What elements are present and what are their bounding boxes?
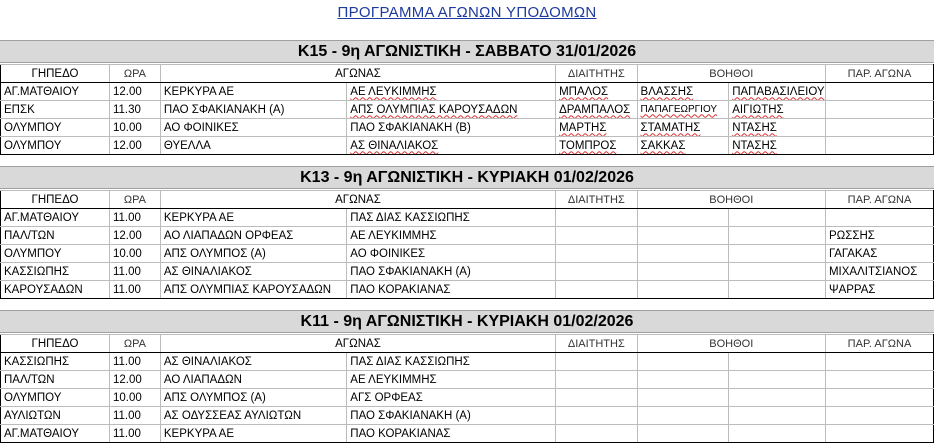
- cell-assistant2[interactable]: [729, 407, 826, 425]
- cell-assistant1-text: ΣΤΑΜΑΤΗΣ: [640, 121, 701, 134]
- cell-observer[interactable]: [825, 425, 933, 443]
- cell-away[interactable]: [347, 101, 556, 119]
- cell-observer[interactable]: [825, 119, 933, 137]
- schedule-table-k15: [0, 64, 934, 155]
- cell-home[interactable]: ΑΟ ΦΟΙΝΙΚΕΣ: [160, 119, 346, 137]
- cell-referee-text: ΔΡΑΜΠΑΛΟΣ: [559, 103, 631, 116]
- cell-assistant1[interactable]: [637, 137, 729, 155]
- cell-home[interactable]: ΑΣ ΘΙΝΑΛΙΑΚΟΣ: [160, 353, 346, 371]
- cell-assistant2[interactable]: [729, 209, 826, 227]
- table-row: [1, 101, 934, 119]
- section-title-k11[interactable]: Κ11 - 9η ΑΓΩΝΙΣΤΙΚΗ - ΚΥΡΙΑΚΗ 01/02/2026: [0, 310, 934, 333]
- header-row: [1, 65, 934, 83]
- cell-venue[interactable]: ΚΑΣΣΙΩΠΗΣ: [1, 263, 110, 281]
- cell-observer[interactable]: [825, 83, 933, 101]
- cell-away[interactable]: ΠΑΟ ΣΦΑΚΙΑΝΑΚΗ (Α): [347, 407, 556, 425]
- cell-assistant2[interactable]: [729, 83, 826, 101]
- cell-away[interactable]: ΑΕ ΛΕΥΚΙΜΜΗΣ: [347, 227, 556, 245]
- cell-assistant1[interactable]: [637, 119, 729, 137]
- cell-home[interactable]: ΠΑΟ ΣΦΑΚΙΑΝΑΚΗ (Α): [160, 101, 346, 119]
- cell-assistant1[interactable]: [637, 227, 729, 245]
- cell-home[interactable]: ΚΕΡΚΥΡΑ ΑΕ: [160, 209, 346, 227]
- table-row: [1, 209, 934, 227]
- cell-time[interactable]: 11.00: [109, 281, 160, 299]
- cell-venue[interactable]: ΠΑΛ/ΤΩΝ: [1, 227, 110, 245]
- cell-assistant2[interactable]: [729, 245, 826, 263]
- cell-referee[interactable]: [556, 407, 637, 425]
- header-referee[interactable]: ΔΙΑΙΤΗΤΗΣ: [556, 191, 637, 209]
- cell-assistant1[interactable]: [637, 281, 729, 299]
- cell-venue[interactable]: ΚΑΡΟΥΣΑΔΩΝ: [1, 281, 110, 299]
- cell-observer[interactable]: ΡΩΣΣΗΣ: [825, 227, 933, 245]
- cell-assistant1[interactable]: [637, 245, 729, 263]
- cell-away[interactable]: ΑΟ ΦΟΙΝΙΚΕΣ: [347, 245, 556, 263]
- header-match[interactable]: ΑΓΩΝΑΣ: [160, 65, 555, 83]
- table-row: [1, 407, 934, 425]
- header-referee[interactable]: ΔΙΑΙΤΗΤΗΣ: [556, 65, 637, 83]
- table-row: [1, 353, 934, 371]
- cell-away[interactable]: ΑΕ ΛΕΥΚΙΜΜΗΣ: [347, 371, 556, 389]
- cell-time[interactable]: 11.00: [109, 407, 160, 425]
- cell-venue[interactable]: ΟΛΥΜΠΟΥ: [1, 119, 110, 137]
- cell-referee[interactable]: [556, 209, 637, 227]
- cell-assistant1[interactable]: [637, 209, 729, 227]
- header-venue[interactable]: ΓΗΠΕΔΟ: [1, 191, 110, 209]
- cell-time[interactable]: 12.00: [109, 371, 160, 389]
- cell-assistant1-text: ΒΛΑΣΣΗΣ: [640, 85, 694, 98]
- cell-assistant2[interactable]: [729, 353, 826, 371]
- cell-observer[interactable]: [825, 389, 933, 407]
- cell-venue[interactable]: ΟΛΥΜΠΟΥ: [1, 389, 110, 407]
- cell-home[interactable]: ΑΠΣ ΟΛΥΜΠΟΣ (Α): [160, 389, 346, 407]
- cell-home[interactable]: ΚΕΡΚΥΡΑ ΑΕ: [160, 83, 346, 101]
- cell-away[interactable]: ΠΑΟ ΣΦΑΚΙΑΝΑΚΗ (Β): [347, 119, 556, 137]
- header-venue[interactable]: ΓΗΠΕΔΟ: [1, 65, 110, 83]
- header-observer[interactable]: ΠΑΡ. ΑΓΩΝΑ: [825, 65, 933, 83]
- cell-referee[interactable]: [556, 281, 637, 299]
- table-row: [1, 281, 934, 299]
- sheet-title-row[interactable]: [0, 0, 934, 26]
- cell-assistant1[interactable]: [637, 389, 729, 407]
- cell-observer[interactable]: [825, 137, 933, 155]
- cell-observer[interactable]: [825, 101, 933, 119]
- header-time[interactable]: ΩΡΑ: [109, 191, 160, 209]
- table-row: [1, 137, 934, 155]
- cell-time[interactable]: 11.00: [109, 353, 160, 371]
- table-row: [1, 389, 934, 407]
- cell-assistant1[interactable]: [637, 353, 729, 371]
- cell-assistant2-text: ΑΙΓΙΩΤΗΣ: [732, 103, 784, 116]
- cell-referee[interactable]: [556, 245, 637, 263]
- table-row: [1, 425, 934, 443]
- blank-row[interactable]: [0, 26, 934, 41]
- cell-assistant1[interactable]: [637, 101, 729, 119]
- cell-referee-text: ΜΠΑΛΟΣ: [559, 85, 609, 98]
- cell-away-text: ΑΠΣ ΟΛΥΜΠΙΑΣ ΚΑΡΟΥΣΑΔΩΝ: [350, 103, 518, 116]
- cell-assistant1[interactable]: [637, 263, 729, 281]
- cell-away[interactable]: ΠΑΣ ΔΙΑΣ ΚΑΣΣΙΩΠΗΣ: [347, 353, 556, 371]
- section-title-k13[interactable]: Κ13 - 9η ΑΓΩΝΙΣΤΙΚΗ - ΚΥΡΙΑΚΗ 01/02/2026: [0, 166, 934, 189]
- cell-assistant2[interactable]: [729, 137, 826, 155]
- header-observer[interactable]: ΠΑΡ. ΑΓΩΝΑ: [825, 191, 933, 209]
- cell-away[interactable]: ΠΑΟ ΚΟΡΑΚΙΑΝΑΣ: [347, 425, 556, 443]
- cell-away[interactable]: [347, 83, 556, 101]
- cell-referee[interactable]: [556, 353, 637, 371]
- cell-assistant1[interactable]: [637, 371, 729, 389]
- cell-home[interactable]: ΘΥΕΛΛΑ: [160, 137, 346, 155]
- cell-assistant2[interactable]: [729, 227, 826, 245]
- cell-observer[interactable]: [825, 371, 933, 389]
- cell-time[interactable]: 12.00: [109, 83, 160, 101]
- cell-home[interactable]: ΑΠΣ ΟΛΥΜΠΙΑΣ ΚΑΡΟΥΣΑΔΩΝ: [160, 281, 346, 299]
- cell-time[interactable]: 10.00: [109, 389, 160, 407]
- cell-referee[interactable]: [556, 389, 637, 407]
- sheet-title: ΠΡΟΓΡΑΜΜΑ ΑΓΩΝΩΝ ΥΠΟΔΟΜΩΝ: [337, 4, 597, 21]
- header-referee[interactable]: ΔΙΑΙΤΗΤΗΣ: [556, 335, 637, 353]
- cell-observer[interactable]: [825, 407, 933, 425]
- header-observer[interactable]: ΠΑΡ. ΑΓΩΝΑ: [825, 335, 933, 353]
- cell-assistant2[interactable]: [729, 281, 826, 299]
- cell-assistant1[interactable]: [637, 407, 729, 425]
- cell-time[interactable]: 12.00: [109, 227, 160, 245]
- cell-venue[interactable]: ΑΥΛΙΩΤΩΝ: [1, 407, 110, 425]
- table-row: [1, 227, 934, 245]
- header-assistants[interactable]: ΒΟΗΘΟΙ: [637, 335, 825, 353]
- cell-venue[interactable]: ΟΛΥΜΠΟΥ: [1, 137, 110, 155]
- cell-referee[interactable]: [556, 227, 637, 245]
- cell-time[interactable]: 11.00: [109, 425, 160, 443]
- cell-referee[interactable]: [556, 137, 637, 155]
- cell-venue[interactable]: ΕΠΣΚ: [1, 101, 110, 119]
- header-assistants[interactable]: ΒΟΗΘΟΙ: [637, 65, 825, 83]
- cell-home[interactable]: ΑΟ ΛΙΑΠΑΔΩΝ: [160, 371, 346, 389]
- header-row: [1, 191, 934, 209]
- cell-assistant2[interactable]: [729, 371, 826, 389]
- header-assistants[interactable]: ΒΟΗΘΟΙ: [637, 191, 825, 209]
- cell-venue[interactable]: ΠΑΛ/ΤΩΝ: [1, 371, 110, 389]
- cell-time[interactable]: 12.00: [109, 137, 160, 155]
- cell-referee-text: ΤΟΜΠΡΟΣ: [559, 139, 617, 152]
- cell-venue[interactable]: ΚΑΣΣΙΩΠΗΣ: [1, 353, 110, 371]
- cell-home[interactable]: ΑΟ ΛΙΑΠΑΔΩΝ ΟΡΦΕΑΣ: [160, 227, 346, 245]
- cell-away-text: ΑΕ ΛΕΥΚΙΜΜΗΣ: [350, 85, 437, 98]
- cell-away[interactable]: [347, 137, 556, 155]
- cell-assistant2[interactable]: [729, 119, 826, 137]
- cell-home[interactable]: ΚΕΡΚΥΡΑ ΑΕ: [160, 425, 346, 443]
- cell-venue[interactable]: ΑΓ.ΜΑΤΘΑΙΟΥ: [1, 83, 110, 101]
- header-time[interactable]: ΩΡΑ: [109, 335, 160, 353]
- cell-home[interactable]: ΑΣ ΘΙΝΑΛΙΑΚΟΣ: [160, 263, 346, 281]
- cell-assistant2-text: ΝΤΑΣΗΣ: [732, 121, 777, 134]
- cell-assistant1[interactable]: [637, 425, 729, 443]
- cell-referee[interactable]: [556, 371, 637, 389]
- cell-assistant1-text: ΠΑΠΑΓΕΩΡΓΙΟΥ: [640, 103, 718, 115]
- cell-time[interactable]: 11.00: [109, 209, 160, 227]
- header-match[interactable]: ΑΓΩΝΑΣ: [160, 335, 555, 353]
- schedule-table-k13: [0, 190, 934, 299]
- cell-time[interactable]: 10.00: [109, 245, 160, 263]
- cell-referee-text: ΜΑΡΤΗΣ: [559, 121, 607, 134]
- table-row: [1, 371, 934, 389]
- cell-away[interactable]: ΠΑΟ ΚΟΡΑΚΙΑΝΑΣ: [347, 281, 556, 299]
- cell-away[interactable]: ΠΑΟ ΣΦΑΚΙΑΝΑΚΗ (Α): [347, 263, 556, 281]
- schedule-table-k11: [0, 334, 934, 443]
- cell-away-text: ΑΣ ΘΙΝΑΛΙΑΚΟΣ: [350, 139, 439, 152]
- cell-away[interactable]: ΠΑΣ ΔΙΑΣ ΚΑΣΣΙΩΠΗΣ: [347, 209, 556, 227]
- cell-referee[interactable]: [556, 263, 637, 281]
- cell-venue[interactable]: ΑΓ.ΜΑΤΘΑΙΟΥ: [1, 209, 110, 227]
- cell-assistant2[interactable]: [729, 263, 826, 281]
- cell-referee[interactable]: [556, 83, 637, 101]
- section-title-k15[interactable]: Κ15 - 9η ΑΓΩΝΙΣΤΙΚΗ - ΣΑΒΒΑΤΟ 31/01/2026: [0, 40, 934, 63]
- header-match[interactable]: ΑΓΩΝΑΣ: [160, 191, 555, 209]
- cell-assistant1-text: ΣΑΚΚΑΣ: [640, 139, 686, 152]
- cell-away[interactable]: ΑΓΣ ΟΡΦΕΑΣ: [347, 389, 556, 407]
- header-time[interactable]: ΩΡΑ: [109, 65, 160, 83]
- cell-time[interactable]: 11.30: [109, 101, 160, 119]
- cell-home[interactable]: ΑΠΣ ΟΛΥΜΠΟΣ (Α): [160, 245, 346, 263]
- table-row: [1, 263, 934, 281]
- table-row: [1, 83, 934, 101]
- header-row: [1, 335, 934, 353]
- header-venue[interactable]: ΓΗΠΕΔΟ: [1, 335, 110, 353]
- cell-assistant2-text: ΠΑΠΑΒΑΣΙΛΕΙΟΥ: [732, 85, 825, 98]
- cell-observer[interactable]: [825, 353, 933, 371]
- cell-observer[interactable]: ΨΑΡΡΑΣ: [825, 281, 933, 299]
- cell-observer[interactable]: ΓΑΓΑΚΑΣ: [825, 245, 933, 263]
- cell-time[interactable]: 10.00: [109, 119, 160, 137]
- cell-referee[interactable]: [556, 119, 637, 137]
- cell-assistant2-text: ΝΤΑΣΗΣ: [732, 139, 777, 152]
- table-row: [1, 119, 934, 137]
- cell-venue[interactable]: ΑΓ.ΜΑΤΘΑΙΟΥ: [1, 425, 110, 443]
- cell-assistant2[interactable]: [729, 101, 826, 119]
- cell-observer[interactable]: ΜΙΧΑΛΙΤΣΙΑΝΟΣ: [825, 263, 933, 281]
- cell-venue[interactable]: ΟΛΥΜΠΟΥ: [1, 245, 110, 263]
- cell-assistant2[interactable]: [729, 389, 826, 407]
- table-row: [1, 245, 934, 263]
- cell-assistant2[interactable]: [729, 425, 826, 443]
- cell-referee[interactable]: [556, 101, 637, 119]
- cell-referee[interactable]: [556, 425, 637, 443]
- cell-home[interactable]: ΑΣ ΟΔΥΣΣΕΑΣ ΑΥΛΙΩΤΩΝ: [160, 407, 346, 425]
- cell-time[interactable]: 11.00: [109, 263, 160, 281]
- cell-observer[interactable]: [825, 209, 933, 227]
- cell-assistant1[interactable]: [637, 83, 729, 101]
